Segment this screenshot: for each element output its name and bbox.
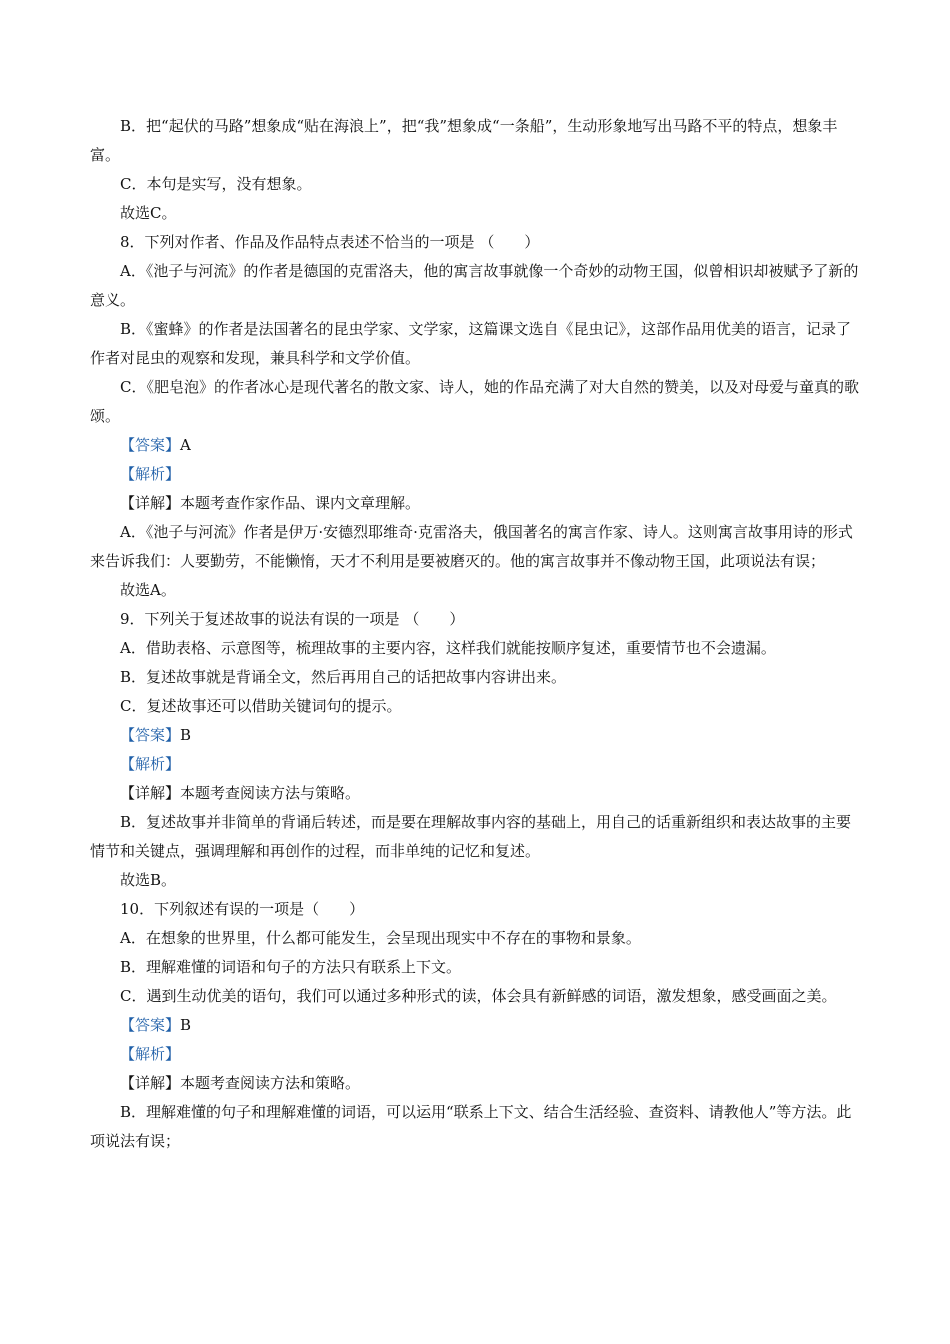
q10-option-a: A．在想象的世界里，什么都可能发生，会呈现出现实中不存在的事物和景象。 xyxy=(120,929,641,947)
q10-analysis-label xyxy=(90,1040,866,1069)
q9-answer xyxy=(90,721,866,750)
answer-choice: 故选C。 xyxy=(120,204,177,222)
analysis-label: 【解析】 xyxy=(120,755,181,773)
q10-detail: 【详解】本题考查阅读方法和策略。 xyxy=(120,1074,361,1092)
q9-option-a: A．借助表格、示意图等，梳理故事的主要内容，这样我们就能按顺序复述，重要情节也不会遗漏。 xyxy=(120,639,776,657)
option-b-analysis: B．把“起伏的马路”想象成“贴在海浪上”，把“我”想象成“一条船”，生动形象地写出马路不平的特点，想象丰富。 xyxy=(90,117,838,164)
q9-option-b: B．复述故事就是背诵全文，然后再用自己的话把故事内容讲出来。 xyxy=(120,668,567,686)
q9-detail-b: B．复述故事并非简单的背诵后转述，而是要在理解故事内容的基础上，用自己的话重新组织和表达故事的主要情节和关键点，强调理解和再创作的过程，而非单纯的记忆和复述。 xyxy=(90,813,852,860)
q10-option-b: B．理解难懂的词语和句子的方法只有联系上下文。 xyxy=(120,958,462,976)
q10-detail-b: B．理解难懂的句子和理解难懂的词语，可以运用“联系上下文、结合生活经验、查资料、请教他人”等方法。此项说法有误； xyxy=(90,1103,852,1150)
q8-analysis-label xyxy=(90,460,866,489)
answer-value: B xyxy=(180,726,192,744)
q9-analysis-label xyxy=(90,750,866,779)
answer-label: 【答案】 xyxy=(120,1016,181,1034)
answer-label: 【答案】 xyxy=(120,726,181,744)
q8-detail: 【详解】本题考查作家作品、课内文章理解。 xyxy=(120,494,421,512)
analysis-label: 【解析】 xyxy=(120,1045,181,1063)
q10-answer xyxy=(90,1011,866,1040)
question-8: 8．下列对作者、作品及作品特点表述不恰当的一项是 （ ） xyxy=(120,233,540,251)
document-page xyxy=(90,112,866,1156)
question-10: 10．下列叙述有误的一项是（ ） xyxy=(120,900,365,918)
q9-detail: 【详解】本题考查阅读方法与策略。 xyxy=(120,784,361,802)
q8-option-b: B．《蜜蜂》的作者是法国著名的昆虫学家、文学家，这篇课文选自《昆虫记》，这部作品用优美的语言，记录了作者对昆虫的观察和发现，兼具科学和文学价值。 xyxy=(90,320,852,367)
q8-choice: 故选A。 xyxy=(120,581,176,599)
option-c-analysis: C．本句是实写，没有想象。 xyxy=(120,175,312,193)
q9-choice: 故选B。 xyxy=(120,871,177,889)
q10-option-c: C．遇到生动优美的语句，我们可以通过多种形式的读，体会具有新鲜感的词语，激发想象，感受画面之美。 xyxy=(120,987,837,1005)
q9-option-c: C．复述故事还可以借助关键词句的提示。 xyxy=(120,697,402,715)
q8-option-c: C．《肥皂泡》的作者冰心是现代著名的散文家、诗人，她的作品充满了对大自然的赞美，以及对母爱与童真的歌颂。 xyxy=(90,378,859,425)
answer-value: B xyxy=(180,1016,192,1034)
question-9: 9．下列关于复述故事的说法有误的一项是 （ ） xyxy=(120,610,465,628)
answer-value: A xyxy=(180,436,191,454)
q8-answer xyxy=(90,431,866,460)
analysis-label: 【解析】 xyxy=(120,465,181,483)
answer-label: 【答案】 xyxy=(120,436,181,454)
q8-option-a: A．《池子与河流》的作者是德国的克雷洛夫，他的寓言故事就像一个奇妙的动物王国，似曾相识却被赋予了新的意义。 xyxy=(90,262,859,309)
q8-detail-a: A．《池子与河流》作者是伊万·安德烈耶维奇·克雷洛夫，俄国著名的寓言作家、诗人。这则寓言故事用诗的形式来告诉我们：人要勤劳，不能懒惰，天才不利用是要被磨灭的。他的寓言故事并不像动物王国，此项说法有误； xyxy=(90,523,853,570)
